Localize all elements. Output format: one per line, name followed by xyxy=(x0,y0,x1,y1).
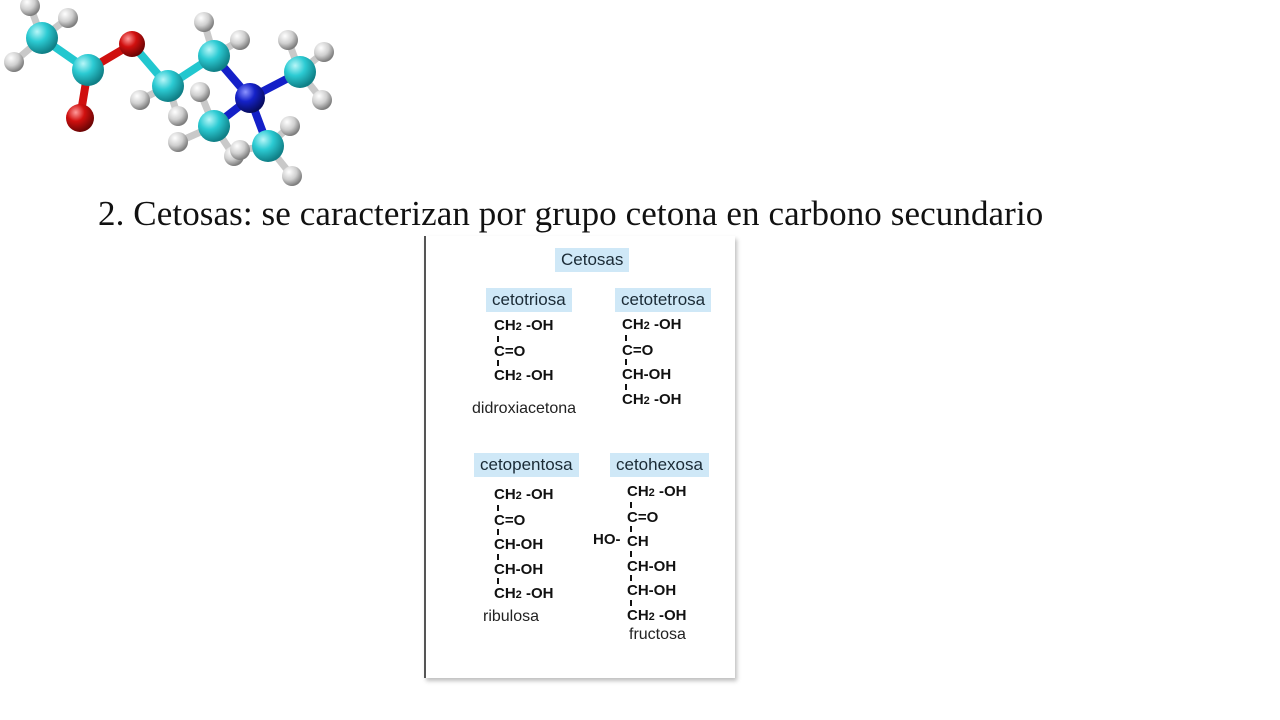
label-cetotetrosa: cetotetrosa xyxy=(615,288,711,312)
formula-line: C=O xyxy=(622,341,654,359)
label-cetohexosa: cetohexosa xyxy=(610,453,709,477)
molecule-atoms xyxy=(4,0,334,186)
formula-line: CH-OH xyxy=(627,582,677,599)
formula-line: CH2 -OH xyxy=(627,483,687,500)
formula-cetotriosa xyxy=(494,314,553,390)
formula-line: CH-OH xyxy=(494,536,544,553)
molecule-model-image xyxy=(0,0,340,190)
name-fructosa: fructosa xyxy=(629,626,686,643)
formula-line: CH2 -OH xyxy=(494,367,554,384)
formula-line: CH-OH xyxy=(494,560,544,578)
formula-line: CH-OH xyxy=(622,366,672,383)
formula-line: CH2 -OH xyxy=(494,317,554,334)
formula-line: C=O xyxy=(494,511,526,529)
formula-line: CH-OH xyxy=(627,557,677,575)
formula-line: CH2 -OH xyxy=(622,390,682,408)
name-didroxiacetona: didroxiacetona xyxy=(472,400,577,417)
figure-title: Cetosas xyxy=(555,248,629,272)
formula-line: CH2 -OH xyxy=(622,316,682,333)
formula-line: CH2 -OH xyxy=(627,606,687,624)
formula-line: CH2 -OH xyxy=(494,585,554,602)
formula-line: CH2 -OH xyxy=(494,486,554,503)
formula-line: C=O xyxy=(494,342,526,360)
ho-prefix: HO- xyxy=(593,531,621,548)
formula-cetotetrosa xyxy=(622,313,681,413)
label-cetopentosa: cetopentosa xyxy=(474,453,579,477)
formula-line: C=O xyxy=(627,508,659,526)
formula-cetohexosa xyxy=(627,480,686,629)
formula-cetopentosa xyxy=(494,483,553,608)
ketoses-figure xyxy=(424,236,735,678)
label-cetotriosa: cetotriosa xyxy=(486,288,572,312)
name-ribulosa: ribulosa xyxy=(483,608,540,625)
formula-line: CH xyxy=(627,533,649,550)
slide-heading: 2. Cetosas: se caracterizan por grupo cetona en carbono secundario xyxy=(98,194,1044,233)
